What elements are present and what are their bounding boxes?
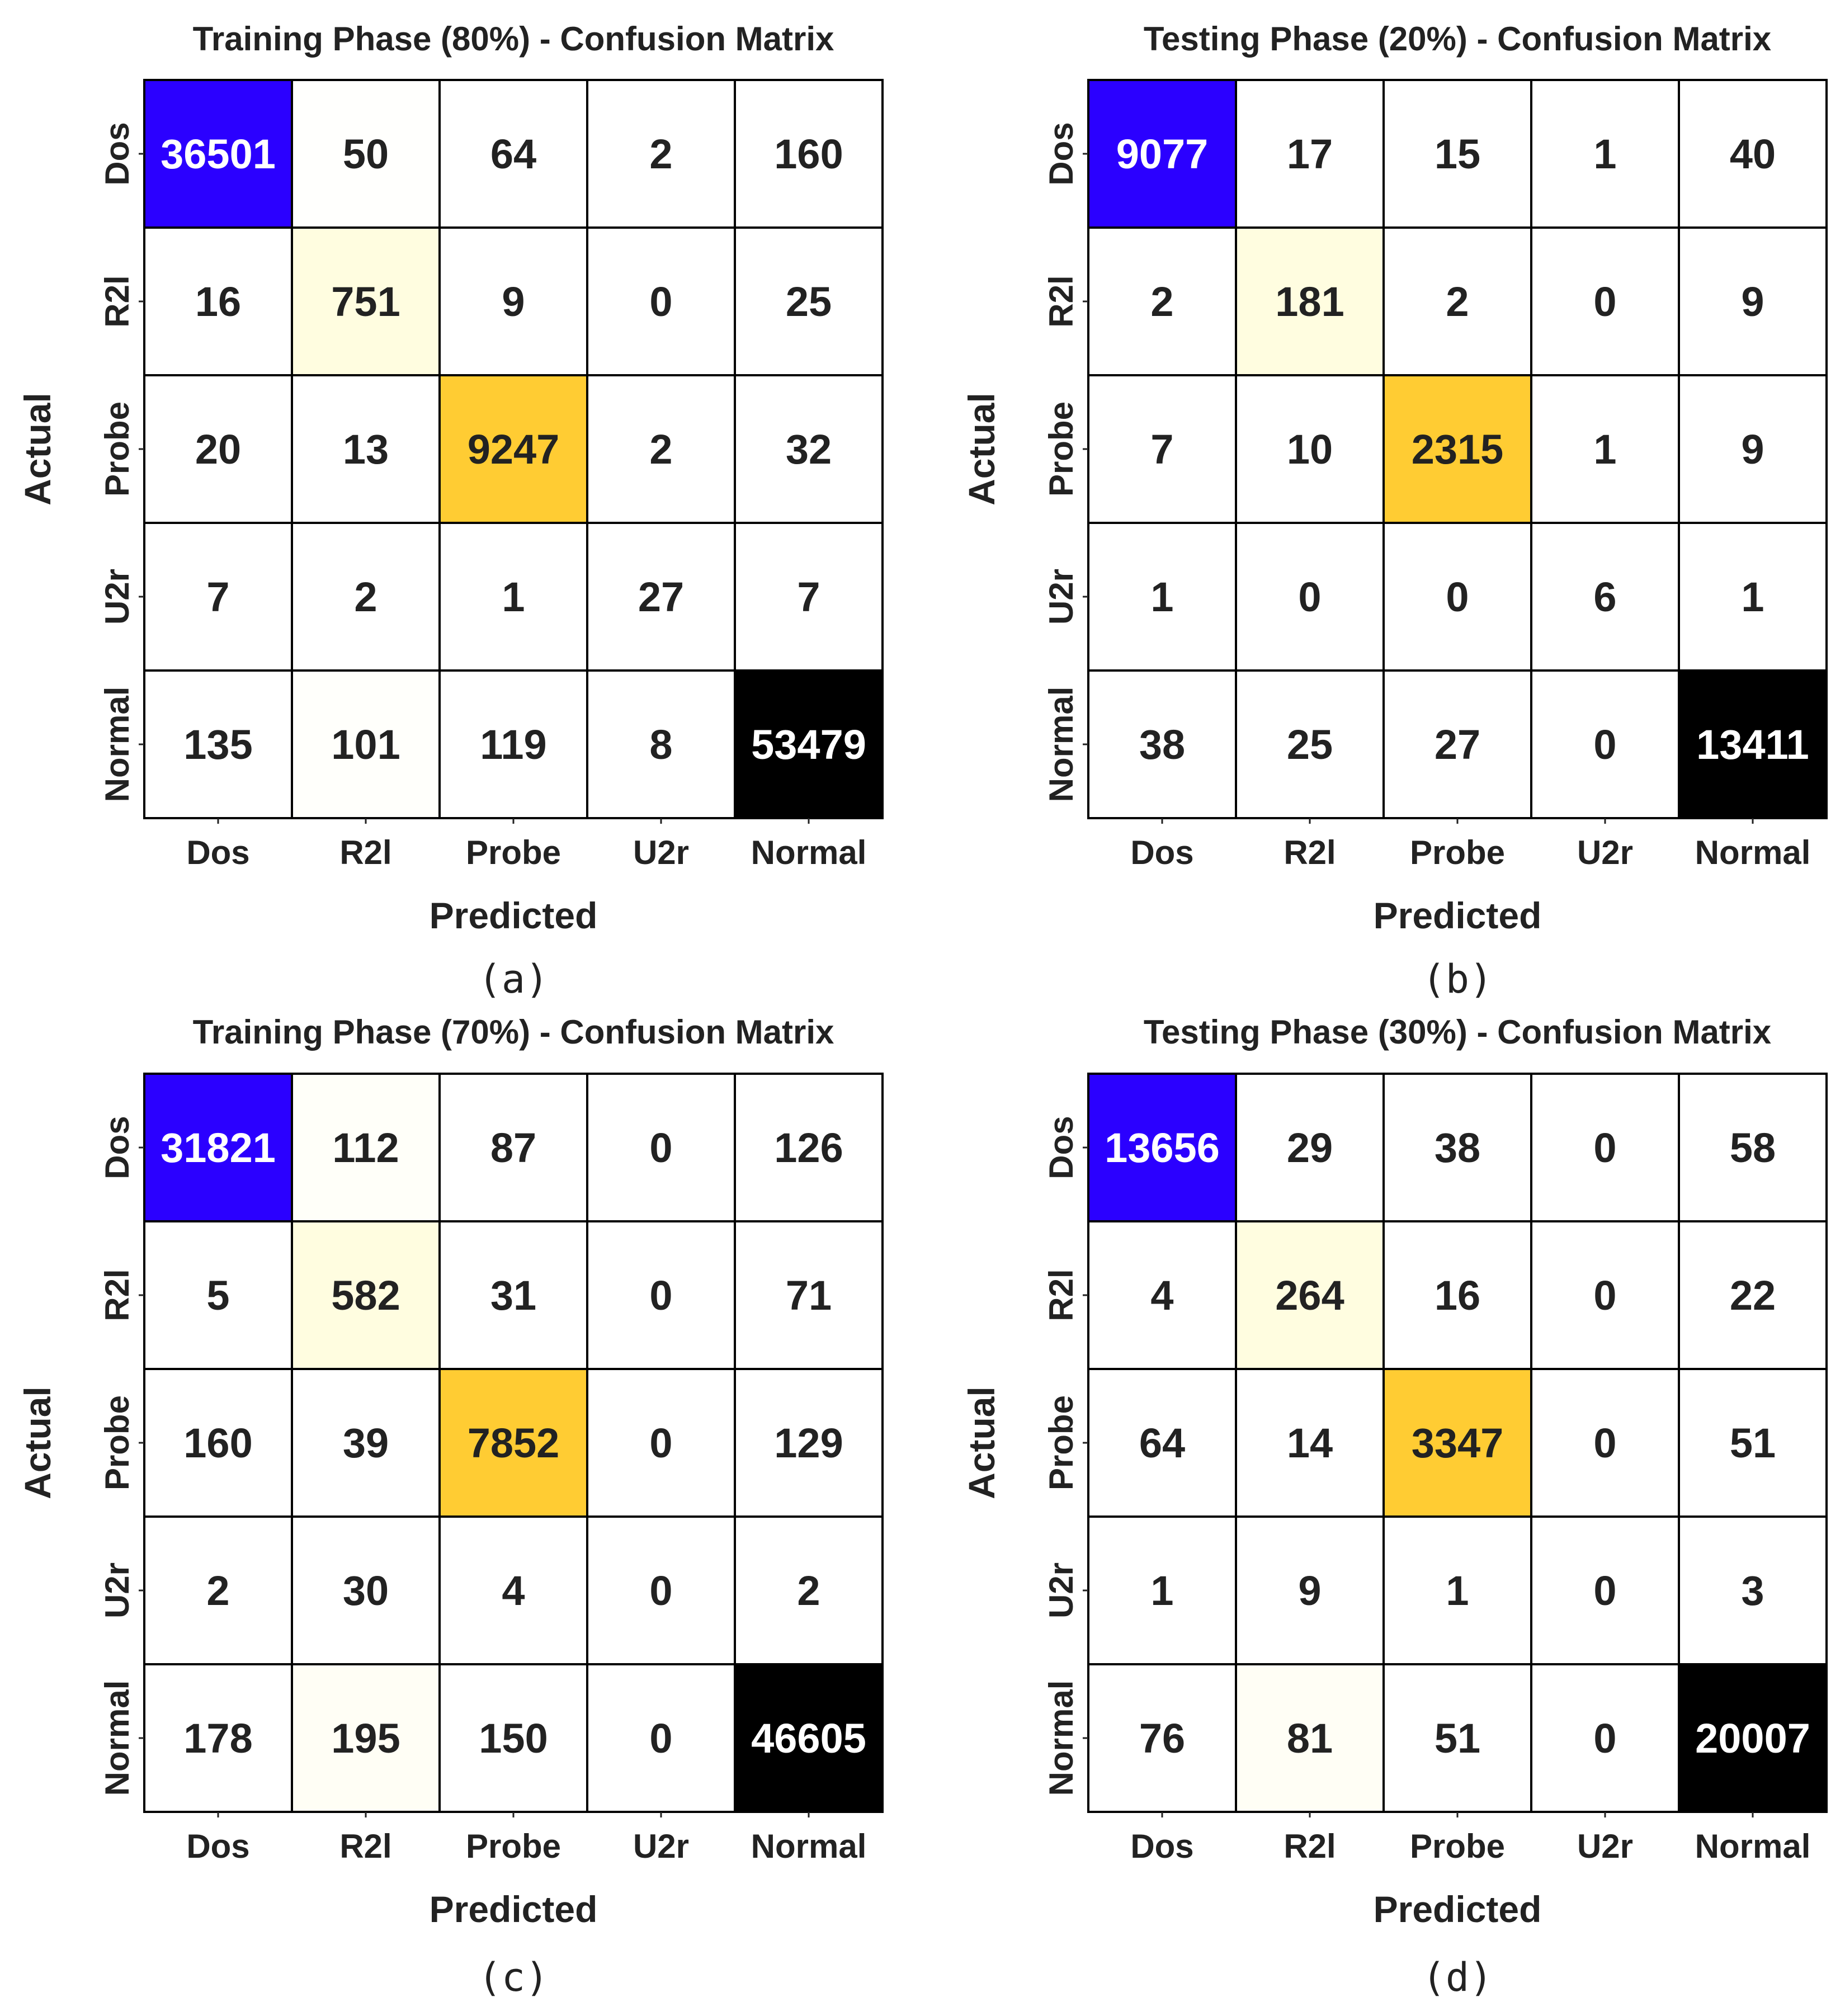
cell-value: 751	[331, 278, 400, 325]
y-tick-label: R2l	[1042, 275, 1080, 328]
y-tick-label: R2l	[98, 275, 136, 328]
x-tick-label: Probe	[1409, 1828, 1506, 1865]
cell-value: 2	[1150, 278, 1174, 325]
cell-value: 119	[480, 721, 547, 768]
y-tick-label: Normal	[1042, 1680, 1080, 1796]
cell-value: 64	[490, 131, 537, 177]
cell-value: 582	[331, 1272, 400, 1319]
y-tick-label: Normal	[1042, 686, 1080, 802]
cell-value: 2	[797, 1568, 820, 1614]
x-tick-label: Dos	[186, 834, 250, 871]
x-tick-label: Normal	[751, 834, 867, 871]
panel-caption: (d)	[1422, 1954, 1493, 2000]
cell-value: 36501	[161, 131, 276, 177]
cell-value: 25	[1286, 721, 1333, 768]
cell-value: 50	[342, 131, 389, 177]
y-tick-label: U2r	[1042, 1562, 1080, 1619]
x-tick-label: Normal	[1695, 1828, 1811, 1865]
cell-value: 20007	[1695, 1715, 1810, 1762]
x-tick-label: Normal	[751, 1828, 867, 1865]
cell-value: 2	[649, 426, 673, 473]
y-tick-label: Dos	[98, 1116, 136, 1179]
cell-value: 30	[342, 1568, 389, 1614]
y-tick-label: Dos	[1042, 122, 1080, 186]
cell-value: 3347	[1411, 1420, 1504, 1466]
cell-value: 9	[1298, 1568, 1322, 1614]
y-tick-label: R2l	[98, 1269, 136, 1321]
cell-value: 40	[1729, 131, 1776, 177]
cell-value: 0	[649, 1125, 673, 1171]
cell-value: 22	[1729, 1272, 1776, 1319]
x-tick-label: U2r	[1577, 834, 1634, 871]
y-tick-label: Normal	[98, 686, 136, 802]
cell-value: 7852	[467, 1420, 560, 1466]
cell-value: 0	[1446, 574, 1469, 620]
chart-title: Training Phase (70%) - Confusion Matrix	[192, 1013, 834, 1051]
cell-value: 3	[1741, 1568, 1764, 1614]
y-tick-label: U2r	[98, 568, 136, 625]
cell-value: 9247	[467, 426, 560, 473]
panel-caption: (c)	[478, 1954, 549, 2000]
cell-value: 178	[183, 1715, 253, 1762]
cell-value: 2315	[1411, 426, 1504, 473]
cell-value: 195	[331, 1715, 400, 1762]
cell-value: 17	[1286, 131, 1333, 177]
cell-value: 20	[195, 426, 242, 473]
cell-value: 0	[1593, 1420, 1617, 1466]
x-tick-label: Dos	[1130, 834, 1194, 871]
confusion-matrix-panel	[961, 1013, 1827, 2000]
x-tick-label: U2r	[1577, 1828, 1634, 1865]
x-tick-label: R2l	[1284, 1828, 1336, 1865]
cell-value: 51	[1434, 1715, 1481, 1762]
cell-value: 101	[331, 721, 400, 768]
y-tick-label: Probe	[1042, 1395, 1080, 1491]
cell-value: 1	[1741, 574, 1764, 620]
x-tick-label: Dos	[1130, 1828, 1194, 1865]
cell-value: 6	[1593, 574, 1617, 620]
cell-value: 181	[1275, 278, 1344, 325]
cell-value: 0	[1593, 1125, 1617, 1171]
cell-value: 32	[785, 426, 832, 473]
cell-value: 0	[1298, 574, 1322, 620]
cell-value: 16	[1434, 1272, 1481, 1319]
cell-value: 112	[332, 1125, 399, 1171]
cell-value: 58	[1729, 1125, 1776, 1171]
cell-value: 9	[1741, 426, 1764, 473]
cell-value: 1	[1150, 1568, 1174, 1614]
x-tick-label: Dos	[186, 1828, 250, 1865]
panel-caption: (a)	[478, 956, 549, 1002]
cell-value: 76	[1139, 1715, 1186, 1762]
cell-value: 64	[1139, 1420, 1186, 1466]
cell-value: 1	[1150, 574, 1174, 620]
cell-value: 2	[649, 131, 673, 177]
cell-value: 160	[774, 131, 843, 177]
cell-value: 0	[1593, 1568, 1617, 1614]
x-tick-label: Probe	[465, 834, 561, 871]
x-axis-title: Predicted	[1373, 1888, 1542, 1930]
cell-value: 9	[1741, 278, 1764, 325]
confusion-matrix-panel	[17, 1013, 883, 2000]
cell-value: 9077	[1116, 131, 1209, 177]
cell-value: 51	[1729, 1420, 1776, 1466]
x-tick-label: U2r	[633, 1828, 690, 1865]
y-axis-title: Actual	[961, 393, 1002, 506]
cell-value: 129	[774, 1420, 843, 1466]
cell-value: 87	[490, 1125, 537, 1171]
cell-value: 7	[797, 574, 820, 620]
y-tick-label: R2l	[1042, 1269, 1080, 1321]
chart-title: Testing Phase (20%) - Confusion Matrix	[1143, 20, 1772, 58]
cell-value: 25	[785, 278, 832, 325]
cell-value: 38	[1139, 721, 1186, 768]
panel-caption: (b)	[1422, 956, 1493, 1002]
y-axis-title: Actual	[961, 1386, 1002, 1499]
cell-value: 71	[785, 1272, 832, 1319]
x-tick-label: Probe	[465, 1828, 561, 1865]
cell-value: 1	[502, 574, 525, 620]
cell-value: 1	[1593, 131, 1617, 177]
cell-value: 2	[206, 1568, 230, 1614]
x-tick-label: Normal	[1695, 834, 1811, 871]
x-tick-label: Probe	[1409, 834, 1506, 871]
cell-value: 2	[1446, 278, 1469, 325]
cell-value: 8	[649, 721, 673, 768]
y-tick-label: Normal	[98, 1680, 136, 1796]
x-tick-label: R2l	[1284, 834, 1336, 871]
cell-value: 0	[649, 1715, 673, 1762]
cell-value: 14	[1286, 1420, 1333, 1466]
cell-value: 0	[1593, 1272, 1617, 1319]
cell-value: 31	[490, 1272, 537, 1319]
y-tick-label: Dos	[1042, 1116, 1080, 1179]
cell-value: 16	[195, 278, 242, 325]
cell-value: 0	[1593, 1715, 1617, 1762]
y-axis-title: Actual	[17, 1386, 58, 1499]
y-tick-label: U2r	[1042, 568, 1080, 625]
cell-value: 0	[649, 1420, 673, 1466]
chart-title: Testing Phase (30%) - Confusion Matrix	[1143, 1013, 1772, 1051]
cell-value: 0	[649, 1272, 673, 1319]
cell-value: 13411	[1696, 721, 1809, 768]
cell-value: 81	[1286, 1715, 1333, 1762]
y-tick-label: Probe	[98, 1395, 136, 1491]
cell-value: 1	[1446, 1568, 1469, 1614]
y-tick-label: U2r	[98, 1562, 136, 1619]
cell-value: 29	[1286, 1125, 1333, 1171]
cell-value: 0	[1593, 278, 1617, 325]
x-axis-title: Predicted	[429, 895, 598, 936]
cell-value: 264	[1275, 1272, 1344, 1319]
cell-value: 0	[649, 278, 673, 325]
cell-value: 9	[502, 278, 525, 325]
y-tick-label: Probe	[98, 401, 136, 497]
y-tick-label: Probe	[1042, 401, 1080, 497]
y-tick-label: Dos	[98, 122, 136, 186]
x-axis-title: Predicted	[429, 1888, 598, 1930]
cell-value: 38	[1434, 1125, 1481, 1171]
y-axis-title: Actual	[17, 393, 58, 506]
confusion-matrix-panel	[961, 20, 1827, 1002]
cell-value: 15	[1434, 131, 1481, 177]
cell-value: 5	[206, 1272, 230, 1319]
cell-value: 7	[1150, 426, 1174, 473]
cell-value: 46605	[751, 1715, 866, 1762]
x-tick-label: R2l	[339, 1828, 392, 1865]
cell-value: 13	[342, 426, 389, 473]
confusion-matrix-panel	[17, 20, 883, 1002]
cell-value: 10	[1286, 426, 1333, 473]
cell-value: 126	[774, 1125, 843, 1171]
cell-value: 4	[1150, 1272, 1174, 1319]
x-axis-title: Predicted	[1373, 895, 1542, 936]
cell-value: 31821	[161, 1125, 276, 1171]
cell-value: 135	[183, 721, 253, 768]
cell-value: 150	[479, 1715, 548, 1762]
cell-value: 27	[638, 574, 685, 620]
cell-value: 2	[354, 574, 378, 620]
chart-title: Training Phase (80%) - Confusion Matrix	[192, 20, 834, 58]
cell-value: 0	[649, 1568, 673, 1614]
x-tick-label: R2l	[339, 834, 392, 871]
cell-value: 1	[1593, 426, 1617, 473]
cell-value: 53479	[751, 721, 866, 768]
cell-value: 7	[206, 574, 230, 620]
cell-value: 160	[183, 1420, 253, 1466]
cell-value: 13656	[1105, 1125, 1220, 1171]
x-tick-label: U2r	[633, 834, 690, 871]
cell-value: 0	[1593, 721, 1617, 768]
cell-value: 39	[342, 1420, 389, 1466]
cell-value: 4	[502, 1568, 525, 1614]
cell-value: 27	[1434, 721, 1481, 768]
